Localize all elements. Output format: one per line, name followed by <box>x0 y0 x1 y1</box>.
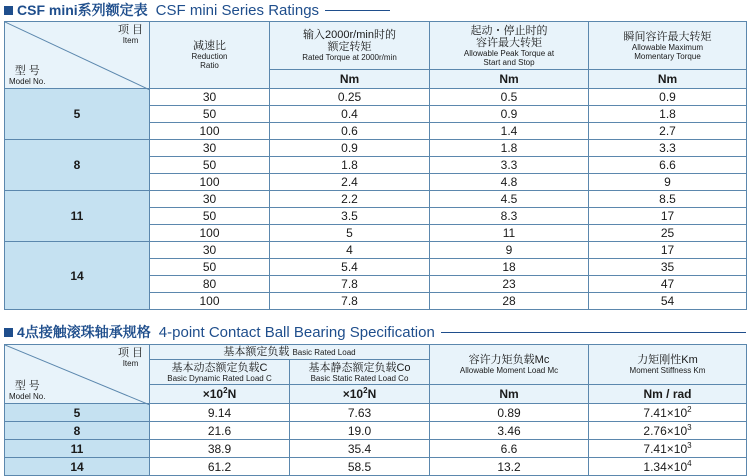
rated-cell: 2.4 <box>270 174 430 191</box>
km-base: 1.34×10 <box>643 459 688 474</box>
table-row <box>5 140 747 157</box>
peak-en1: Allowable Peak Torque at <box>463 48 555 58</box>
dyn-en: Basic Dynamic Rated Load C <box>167 373 272 383</box>
mc-cell: 6.6 <box>430 440 589 458</box>
header-diagonal-cell <box>5 22 150 89</box>
moment-cell: 17 <box>589 208 747 225</box>
stat-en: Basic Static Rated Load Co <box>310 373 409 383</box>
ratings-table <box>4 21 747 310</box>
model-cell: 5 <box>5 89 150 140</box>
km-exponent: 3 <box>687 422 692 432</box>
km-base: 7.41×10 <box>643 441 688 456</box>
model-cell: 8 <box>5 140 150 191</box>
peak-cell: 18 <box>430 259 589 276</box>
rated-cell: 0.25 <box>270 89 430 106</box>
header-item <box>118 25 143 45</box>
peak-cell: 9 <box>430 242 589 259</box>
rated-cell: 0.9 <box>270 140 430 157</box>
moment-cell: 35 <box>589 259 747 276</box>
rated-cell: 3.5 <box>270 208 430 225</box>
model-cell: 11 <box>5 191 150 242</box>
unit-rated: Nm <box>270 70 430 89</box>
table-row <box>5 89 747 106</box>
model-en: Model No. <box>9 392 46 401</box>
unit-static: $\times 10^2N$ <box>290 385 430 404</box>
ratio-cell: 30 <box>150 191 270 208</box>
moment-cell: 54 <box>589 293 747 310</box>
table-row <box>5 242 747 259</box>
ratio-cell: 80 <box>150 276 270 293</box>
rated-cell: 0.4 <box>270 106 430 123</box>
stat-cell: 19.0 <box>290 422 430 440</box>
moment-cell: 25 <box>589 225 747 242</box>
ratio-cell: 50 <box>150 106 270 123</box>
section-title-ratings <box>4 1 390 19</box>
bearing-body <box>5 404 747 476</box>
moment-cell: 3.3 <box>589 140 747 157</box>
ratio-cell: 50 <box>150 208 270 225</box>
mc-en: Allowable Moment Load Mc <box>459 366 559 375</box>
unit-dynamic: $\times 10^2N$ <box>150 385 290 404</box>
peak-cell: 3.3 <box>430 157 589 174</box>
header-peak-torque <box>430 22 589 70</box>
ratio-cell: 30 <box>150 242 270 259</box>
moment-en1: Allowable Maximum <box>631 42 704 52</box>
peak-cell: 23 <box>430 276 589 293</box>
peak-cell: 1.8 <box>430 140 589 157</box>
unit-peak: Nm <box>430 70 589 89</box>
table-row <box>5 422 747 440</box>
unit-mc: Nm <box>430 385 589 404</box>
km-exponent: 4 <box>687 458 692 468</box>
rated-cell: 7.8 <box>270 276 430 293</box>
rated-cell: 7.8 <box>270 293 430 310</box>
ratio-cn: 减速比 <box>193 40 226 52</box>
km-base: 7.41×10 <box>643 405 688 420</box>
rated-cell: 4 <box>270 242 430 259</box>
ratio-cell: 50 <box>150 259 270 276</box>
title-square-icon <box>4 6 13 15</box>
rated-cell: 0.6 <box>270 123 430 140</box>
model-cn: 型 号 <box>14 380 40 392</box>
title-cn: CSF mini系列额定表 <box>17 2 148 18</box>
peak-cell: 4.5 <box>430 191 589 208</box>
rated-en: Rated Torque at 2000r/min <box>302 53 397 62</box>
header-dynamic-load <box>150 360 290 385</box>
mc-cell: 13.2 <box>430 458 589 476</box>
model-cn: 型 号 <box>14 65 40 77</box>
dyn-cn: 基本动态额定负载C <box>171 361 268 374</box>
moment-cell: 47 <box>589 276 747 293</box>
moment-cell: 9 <box>589 174 747 191</box>
header-moment-stiffness <box>589 345 747 385</box>
header-ratio <box>150 22 270 89</box>
item-en: Item <box>122 359 139 368</box>
header-item <box>118 348 143 368</box>
rated-cell: 5 <box>270 225 430 242</box>
header-momentary-torque <box>589 22 747 70</box>
stat-cell: 7.63 <box>290 404 430 422</box>
bearing-table <box>4 344 747 476</box>
km-cell <box>589 422 747 440</box>
moment-cell: 0.9 <box>589 89 747 106</box>
unit-km: Nm / rad <box>589 385 747 404</box>
header-diagonal-cell <box>5 345 150 404</box>
moment-cell: 1.8 <box>589 106 747 123</box>
rated-cn: 输入2000r/min时的 <box>303 29 396 41</box>
moment-cn: 瞬间容许最大转矩 <box>623 30 712 43</box>
ratio-cell: 100 <box>150 174 270 191</box>
ratio-en1: Reduction <box>191 52 228 61</box>
ratings-body <box>5 89 747 310</box>
km-base: 2.76×10 <box>643 423 688 438</box>
mc-cell: 0.89 <box>430 404 589 422</box>
stat-cn: 基本静态额定负载Co <box>308 361 411 374</box>
moment-cell: 2.7 <box>589 123 747 140</box>
table-row <box>5 404 747 422</box>
dyn-cell: 61.2 <box>150 458 290 476</box>
model-cell: 8 <box>5 422 150 440</box>
moment-en2: Momentary Torque <box>634 51 701 61</box>
title-square-icon <box>4 328 13 337</box>
dyn-cell: 9.14 <box>150 404 290 422</box>
title-en: CSF mini Series Ratings <box>155 1 320 19</box>
item-cn: 项 目 <box>117 347 143 359</box>
stat-cell: 35.4 <box>290 440 430 458</box>
rated-cell: 1.8 <box>270 157 430 174</box>
mc-cn: 容许力矩负载Mc <box>468 354 550 366</box>
moment-cell: 8.5 <box>589 191 747 208</box>
title-rule <box>325 10 390 11</box>
peak-cn2: 容许最大转矩 <box>476 36 542 49</box>
peak-cell: 0.9 <box>430 106 589 123</box>
peak-cell: 28 <box>430 293 589 310</box>
dyn-cell: 21.6 <box>150 422 290 440</box>
item-en: Item <box>122 36 139 45</box>
ratio-cell: 100 <box>150 225 270 242</box>
km-exponent: 2 <box>687 404 692 414</box>
km-cell <box>589 458 747 476</box>
model-cell: 14 <box>5 458 150 476</box>
title-rule <box>441 332 746 333</box>
model-en: Model No. <box>9 77 46 86</box>
section-title-bearing <box>4 323 746 341</box>
km-cell <box>589 440 747 458</box>
moment-cell: 6.6 <box>589 157 747 174</box>
basic-cn: 基本额定负载 <box>223 345 290 358</box>
unit-moment: Nm <box>589 70 747 89</box>
basic-en: Basic Rated Load <box>292 347 356 357</box>
rated-cell: 5.4 <box>270 259 430 276</box>
ratio-cell: 50 <box>150 157 270 174</box>
rated-cn2: 额定转矩 <box>327 41 372 53</box>
model-cell: 11 <box>5 440 150 458</box>
mc-cell: 3.46 <box>430 422 589 440</box>
header-moment-load <box>430 345 589 385</box>
peak-cell: 1.4 <box>430 123 589 140</box>
km-cell <box>589 404 747 422</box>
ratio-cell: 100 <box>150 293 270 310</box>
rated-cell: 2.2 <box>270 191 430 208</box>
km-en: Moment Stiffness Km <box>629 366 706 375</box>
peak-cell: 0.5 <box>430 89 589 106</box>
km-exponent: 3 <box>687 440 692 450</box>
ratio-cell: 30 <box>150 89 270 106</box>
model-cell: 5 <box>5 404 150 422</box>
item-cn: 项 目 <box>117 24 143 36</box>
header-static-load <box>290 360 430 385</box>
km-cn: 力矩刚性Km <box>637 354 698 366</box>
ratio-cell: 100 <box>150 123 270 140</box>
moment-cell: 17 <box>589 242 747 259</box>
table-row <box>5 191 747 208</box>
ratio-en2: Ratio <box>200 61 219 70</box>
header-model <box>9 66 45 86</box>
table-row <box>5 458 747 476</box>
stat-cell: 58.5 <box>290 458 430 476</box>
peak-cell: 11 <box>430 225 589 242</box>
title-en: 4-point Contact Ball Bearing Specification <box>158 323 435 341</box>
model-cell: 14 <box>5 242 150 310</box>
table-row <box>5 440 747 458</box>
peak-cell: 8.3 <box>430 208 589 225</box>
header-rated-torque <box>270 22 430 70</box>
peak-en2: Start and Stop <box>483 57 535 67</box>
title-cn: 4点接触滚珠轴承规格 <box>17 324 151 340</box>
header-model <box>9 381 45 401</box>
peak-cell: 4.8 <box>430 174 589 191</box>
peak-cn: 起动・停止时的 <box>470 24 548 37</box>
ratio-cell: 30 <box>150 140 270 157</box>
header-basic-rated-load <box>150 345 430 360</box>
dyn-cell: 38.9 <box>150 440 290 458</box>
